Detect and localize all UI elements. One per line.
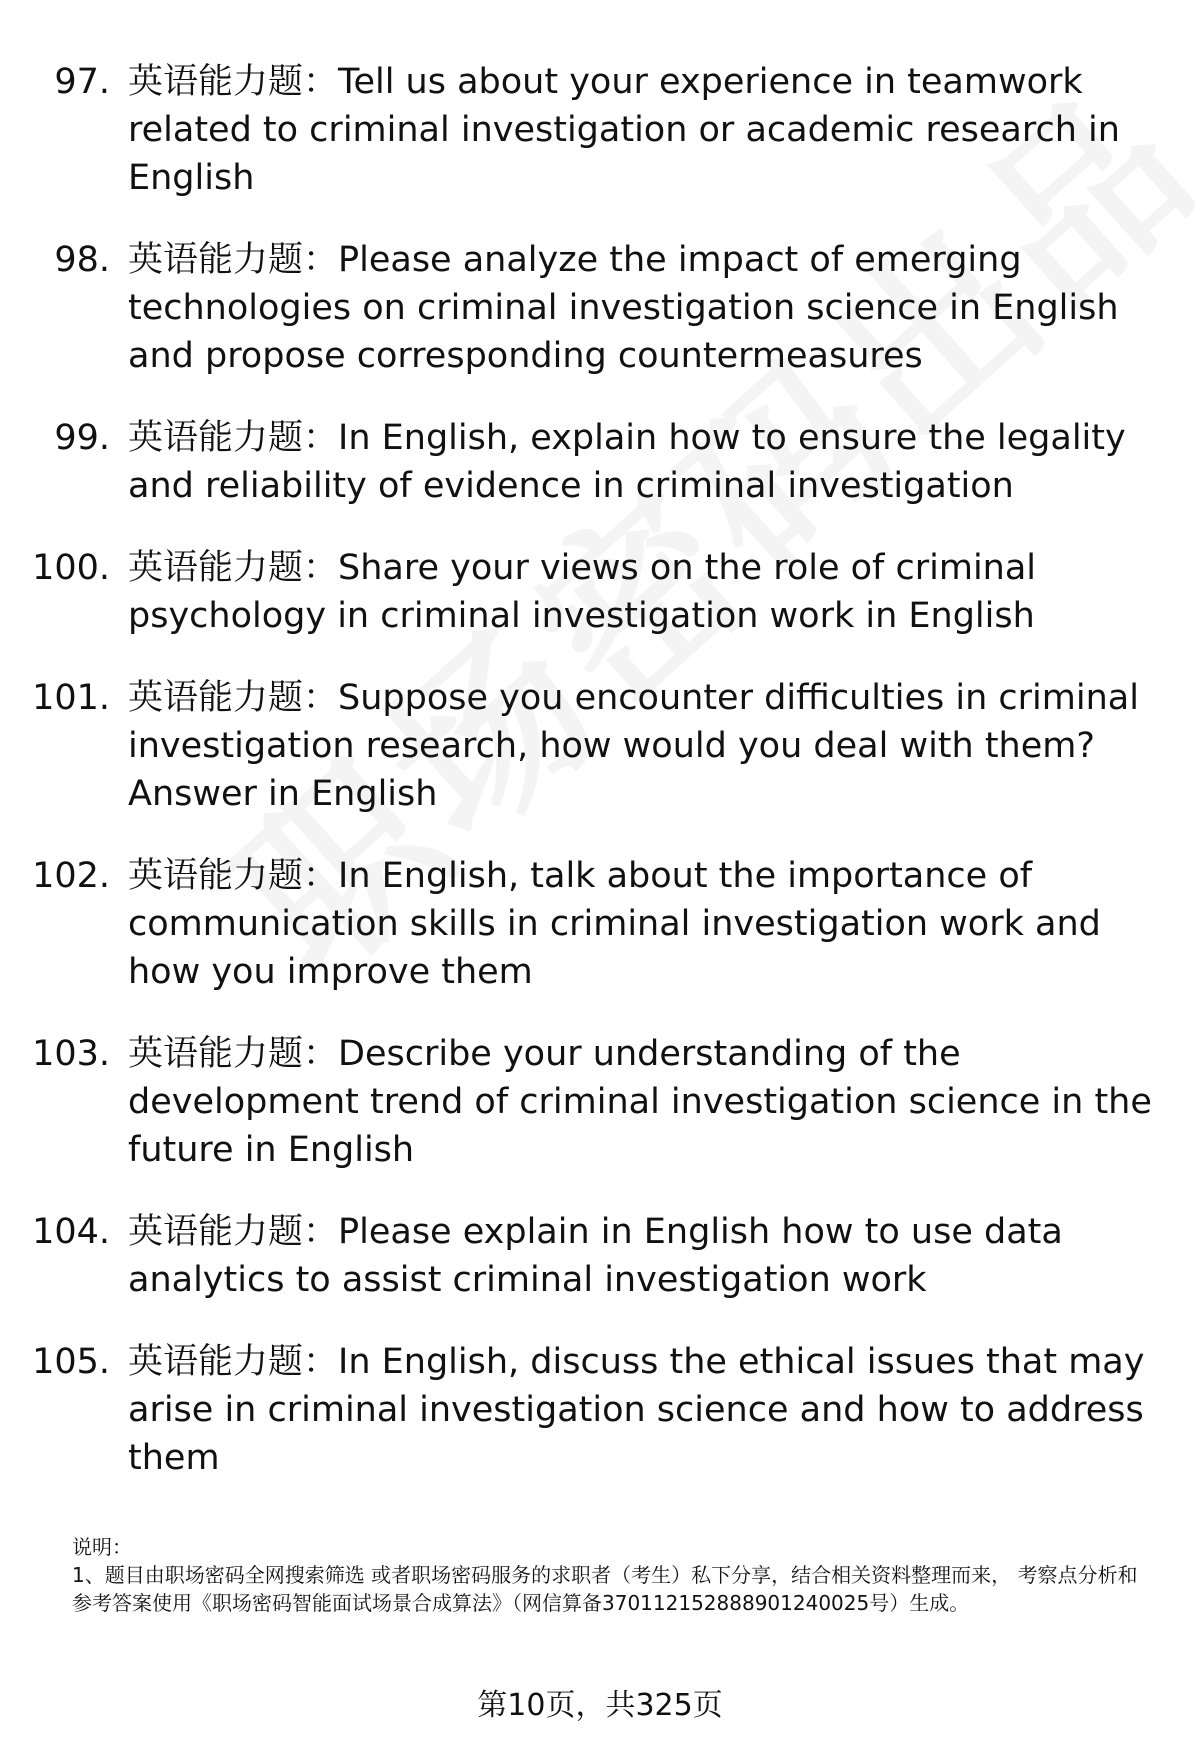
question-text	[128, 418, 1126, 506]
question-prefix: 英语能力题：	[128, 548, 339, 588]
question-item	[0, 852, 1200, 996]
question-number: 103.	[32, 1034, 110, 1074]
question-number: 104.	[32, 1212, 110, 1252]
question-item	[0, 1208, 1200, 1304]
question-text	[128, 62, 1120, 198]
question-text	[128, 1342, 1144, 1478]
question-item	[0, 414, 1200, 510]
question-text	[128, 548, 1036, 636]
question-text	[128, 678, 1139, 814]
question-body: Tell us about your experience in teamwork related to criminal investigation or academic research in English	[128, 62, 1120, 198]
question-text	[128, 240, 1119, 376]
question-item	[0, 1030, 1200, 1174]
question-item	[0, 58, 1200, 202]
question-number: 98.	[54, 240, 110, 280]
question-item	[0, 1338, 1200, 1482]
question-body: In English, talk about the importance of communication skills in criminal investigation work and how you improve them	[128, 856, 1101, 992]
question-body: Please explain in English how to use data analytics to assist criminal investigation work	[128, 1212, 1063, 1300]
question-text	[128, 1034, 1152, 1170]
question-body: Describe your understanding of the development trend of criminal investigation science in the future in English	[128, 1034, 1152, 1170]
question-number: 100.	[32, 548, 110, 588]
question-text	[128, 856, 1101, 992]
question-prefix: 英语能力题：	[128, 1342, 339, 1382]
question-prefix: 英语能力题：	[128, 678, 339, 718]
question-body: Please analyze the impact of emerging technologies on criminal investigation science in English and propose corresponding countermeasures	[128, 240, 1119, 376]
question-body: In English, discuss the ethical issues that may arise in criminal investigation science and how to address them	[128, 1342, 1145, 1478]
question-prefix: 英语能力题：	[128, 62, 339, 102]
question-number: 97.	[54, 62, 110, 102]
question-list	[0, 58, 1200, 1516]
question-number: 102.	[32, 856, 110, 896]
question-prefix: 英语能力题：	[128, 418, 339, 458]
question-prefix: 英语能力题：	[128, 1212, 339, 1252]
question-prefix: 英语能力题：	[128, 1034, 339, 1074]
question-prefix: 英语能力题：	[128, 240, 339, 280]
question-prefix: 英语能力题：	[128, 856, 339, 896]
question-body: Share your views on the role of criminal psychology in criminal investigation work in English	[128, 548, 1037, 636]
question-number: 99.	[54, 418, 110, 458]
note-title: 说明：	[72, 1535, 132, 1559]
question-item	[0, 674, 1200, 818]
question-number: 105.	[32, 1342, 110, 1382]
note-body: 1、题目由职场密码全网搜索筛选 或者职场密码服务的求职者（考生）私下分享，结合相关资料整理而来， 考察点分析和参考答案使用《职场密码智能面试场景合成算法》（网信算备370112152888901240025号）生成。	[72, 1563, 1138, 1615]
question-body: Suppose you encounter difficulties in criminal investigation research, how would you deal with them? Answer in English	[128, 678, 1139, 814]
page-indicator: 第10页，共325页	[477, 1688, 723, 1723]
question-text	[128, 1212, 1063, 1300]
question-item	[0, 236, 1200, 380]
question-body: In English, explain how to ensure the legality and reliability of evidence in criminal investigation	[128, 418, 1126, 506]
explanation-note	[72, 1533, 1152, 1617]
question-item	[0, 544, 1200, 640]
question-number: 101.	[32, 678, 110, 718]
